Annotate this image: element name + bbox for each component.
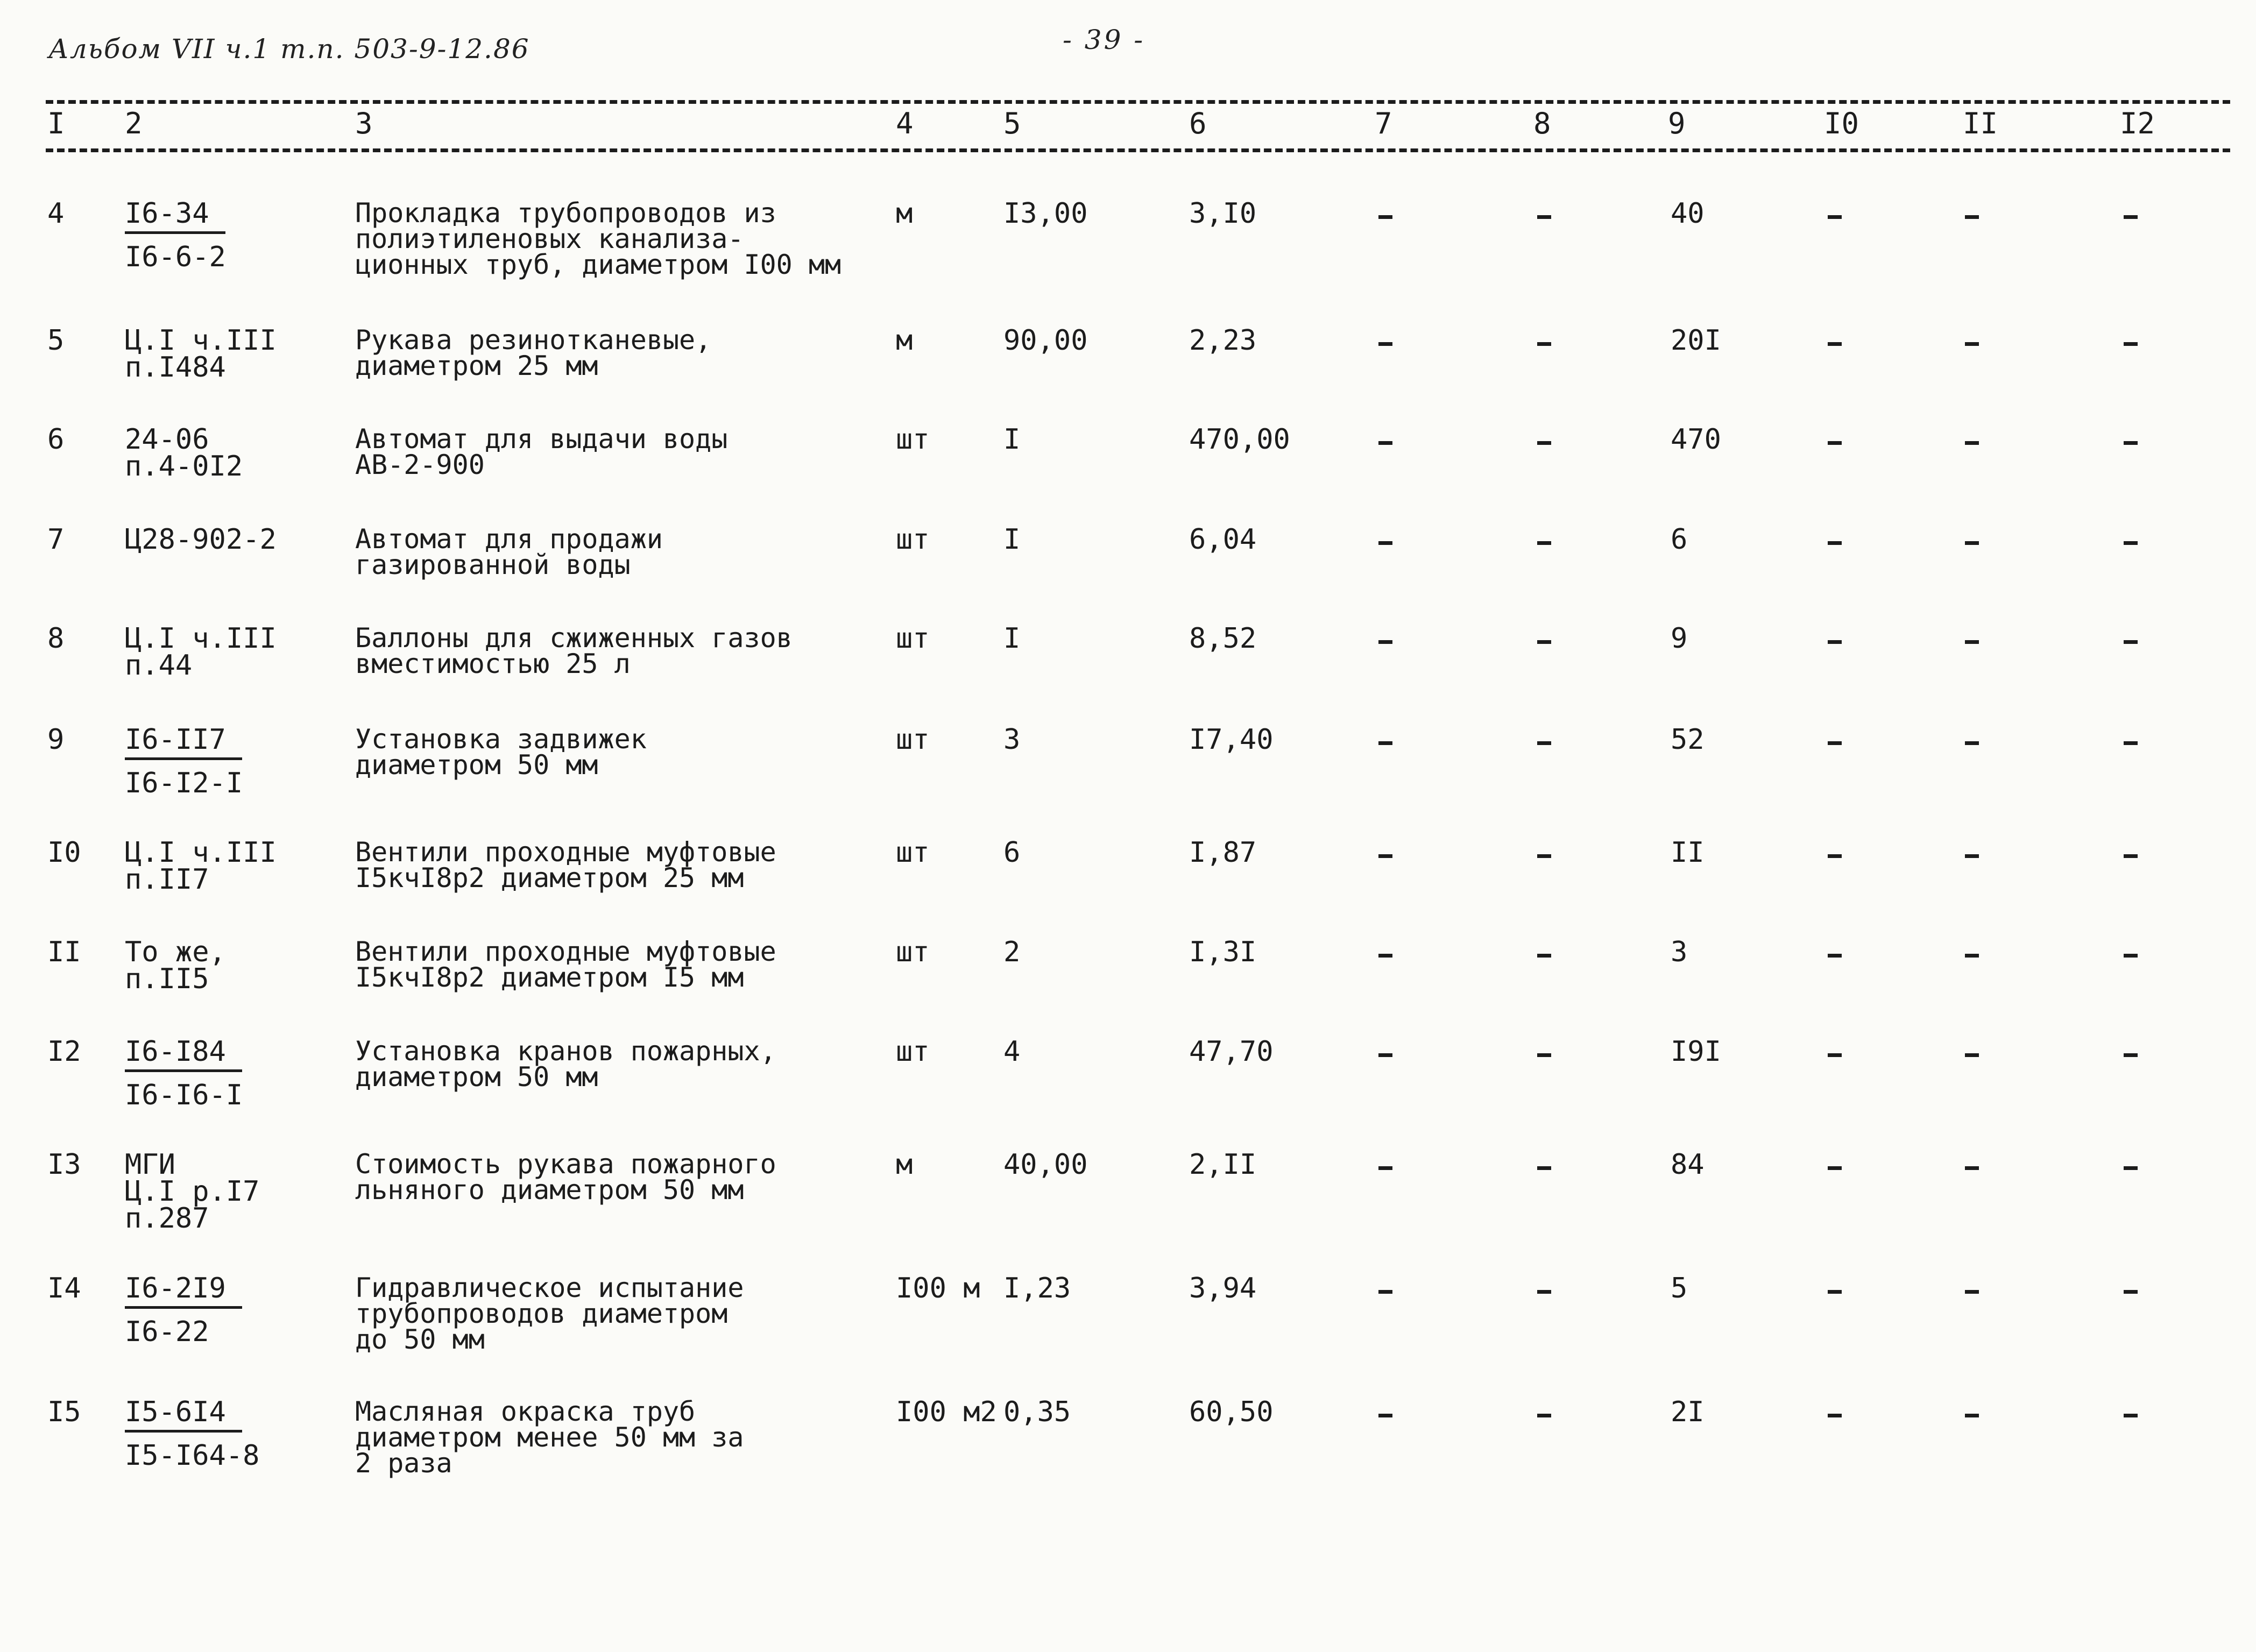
unit-cell: шт: [896, 622, 930, 655]
description-line: Установка кранов пожарных,: [355, 1036, 776, 1067]
norm-code-line: п.44: [125, 649, 193, 682]
norm-code-line: п.4-0I2: [125, 450, 243, 483]
unit-cell: шт: [896, 936, 930, 968]
description-line: Стоимость рукава пожарного: [355, 1148, 776, 1180]
description-line: Баллоны для сжиженных газов: [355, 622, 793, 654]
norm-code-line: Ц28-902-2: [125, 523, 277, 556]
empty-cell-dash: [1537, 854, 1551, 858]
unit-price-cell: 2,II: [1189, 1148, 1257, 1181]
norm-code: [125, 423, 243, 483]
row-number: 8: [47, 622, 65, 655]
quantity-cell: I: [1003, 523, 1021, 556]
norm-code-line: п.II5: [125, 963, 209, 995]
column-header-7: 7: [1375, 107, 1392, 140]
column-header-12: I2: [2120, 107, 2155, 140]
unit-cell: м: [896, 1148, 913, 1181]
row-number: I5: [47, 1396, 81, 1428]
quantity-cell: I,23: [1003, 1272, 1071, 1304]
row-number: I0: [47, 836, 81, 869]
empty-cell-dash: [1965, 1290, 1979, 1294]
quantity-cell: 4: [1003, 1036, 1021, 1068]
unit-price-cell: 3,I0: [1189, 197, 1257, 230]
column-header-8: 8: [1533, 107, 1551, 140]
norm-code: [125, 197, 226, 273]
empty-cell-dash: [1378, 441, 1392, 445]
work-description: [355, 423, 728, 480]
empty-cell-dash: [2124, 1053, 2138, 1057]
unit-cell: шт: [896, 724, 930, 756]
empty-cell-dash: [1965, 1166, 1979, 1170]
work-description: [355, 622, 793, 679]
description-line: Масляная окраска труб: [355, 1396, 696, 1427]
empty-cell-dash: [1965, 954, 1979, 958]
description-line: до 50 мм: [355, 1324, 485, 1355]
empty-cell-dash: [1537, 1290, 1551, 1294]
row-number: 6: [47, 423, 65, 456]
row-number: I2: [47, 1036, 81, 1068]
empty-cell-dash: [2124, 342, 2138, 346]
column-header-3: 3: [355, 107, 373, 140]
total-cost-cell: 20I: [1671, 324, 1721, 357]
column-header-1: I: [47, 107, 65, 140]
description-line: диаметром 50 мм: [355, 1061, 598, 1093]
description-line: Гидравлическое испытание: [355, 1272, 744, 1303]
album-header: Альбом VII ч.1 т.п. 503-9-12.86: [48, 33, 530, 65]
norm-code: [125, 936, 226, 995]
empty-cell-dash: [1828, 1053, 1842, 1057]
work-description: [355, 1272, 744, 1355]
empty-cell-dash: [1537, 1166, 1551, 1170]
table-header-rule: [46, 148, 2230, 152]
empty-cell-dash: [1965, 1053, 1979, 1057]
quantity-cell: 90,00: [1003, 324, 1088, 357]
empty-cell-dash: [2124, 215, 2138, 219]
norm-code: [125, 1148, 260, 1235]
empty-cell-dash: [1828, 541, 1842, 545]
description-line: АВ-2-900: [355, 449, 485, 480]
total-cost-cell: 52: [1671, 724, 1705, 756]
norm-code-line: Ц.I ч.III: [125, 836, 277, 869]
empty-cell-dash: [1378, 640, 1392, 644]
unit-cell: м: [896, 324, 913, 357]
empty-cell-dash: [1537, 441, 1551, 445]
empty-cell-dash: [1828, 1166, 1842, 1170]
column-header-10: I0: [1824, 107, 1859, 140]
total-cost-cell: 6: [1671, 523, 1688, 556]
norm-code-line: I6-2I9: [125, 1275, 242, 1309]
work-description: [355, 724, 647, 781]
unit-cell: шт: [896, 836, 930, 869]
description-line: трубопроводов диаметром: [355, 1298, 728, 1329]
empty-cell-dash: [1378, 342, 1392, 346]
unit-price-cell: I,3I: [1189, 936, 1257, 968]
table-top-rule: [46, 100, 2230, 104]
empty-cell-dash: [1828, 1414, 1842, 1417]
row-number: 9: [47, 724, 65, 756]
norm-code-line: То же,: [125, 936, 226, 968]
work-description: [355, 1148, 776, 1206]
unit-price-cell: 8,52: [1189, 622, 1257, 655]
empty-cell-dash: [1828, 342, 1842, 346]
norm-code-line: I6-34: [125, 200, 225, 234]
description-line: Вентили проходные муфтовые: [355, 836, 776, 868]
norm-code: [125, 836, 277, 896]
empty-cell-dash: [1537, 954, 1551, 958]
description-line: льняного диаметром 50 мм: [355, 1174, 744, 1206]
row-number: I3: [47, 1148, 81, 1181]
unit-cell: шт: [896, 1036, 930, 1068]
column-header-11: II: [1963, 107, 1998, 140]
empty-cell-dash: [1828, 854, 1842, 858]
unit-price-cell: 6,04: [1189, 523, 1257, 556]
unit-cell: шт: [896, 523, 930, 556]
empty-cell-dash: [1537, 215, 1551, 219]
empty-cell-dash: [1965, 215, 1979, 219]
empty-cell-dash: [1537, 1053, 1551, 1057]
quantity-cell: I: [1003, 423, 1021, 456]
norm-code-line: I6-II7: [125, 726, 242, 760]
empty-cell-dash: [1965, 441, 1979, 445]
norm-code: [125, 1038, 243, 1109]
description-line: диаметром менее 50 мм за: [355, 1422, 744, 1453]
empty-cell-dash: [1537, 741, 1551, 745]
unit-cell: I00 м2: [896, 1396, 997, 1428]
total-cost-cell: II: [1671, 836, 1705, 869]
norm-code: [125, 1272, 242, 1348]
description-line: Рукава резинотканевые,: [355, 324, 712, 356]
empty-cell-dash: [1965, 541, 1979, 545]
total-cost-cell: 470: [1671, 423, 1721, 456]
description-line: Прокладка трубопроводов из: [355, 197, 776, 229]
unit-price-cell: 470,00: [1189, 423, 1290, 456]
unit-cell: м: [896, 197, 913, 230]
norm-code-line: п.287: [125, 1202, 209, 1235]
total-cost-cell: 9: [1671, 622, 1688, 655]
empty-cell-dash: [1378, 741, 1392, 745]
empty-cell-dash: [2124, 441, 2138, 445]
norm-code: [125, 622, 277, 682]
norm-code-line: I6-I6-I: [125, 1079, 243, 1111]
total-cost-cell: 2I: [1671, 1396, 1705, 1428]
norm-code-line: МГИ: [125, 1148, 175, 1181]
empty-cell-dash: [1378, 215, 1392, 219]
work-description: [355, 936, 776, 993]
empty-cell-dash: [1965, 640, 1979, 644]
quantity-cell: 6: [1003, 836, 1021, 869]
column-header-9: 9: [1668, 107, 1686, 140]
work-description: [355, 523, 663, 580]
empty-cell-dash: [1537, 1414, 1551, 1417]
unit-price-cell: 47,70: [1189, 1036, 1274, 1068]
unit-cell: шт: [896, 423, 930, 456]
total-cost-cell: I9I: [1671, 1036, 1721, 1068]
quantity-cell: I: [1003, 622, 1021, 655]
description-line: I5кчI8р2 диаметром 25 мм: [355, 862, 744, 894]
empty-cell-dash: [1378, 1414, 1392, 1417]
quantity-cell: 40,00: [1003, 1148, 1088, 1181]
empty-cell-dash: [2124, 1166, 2138, 1170]
description-line: полиэтиленовых канализа-: [355, 223, 744, 254]
norm-code-line: I5-6I4: [125, 1399, 242, 1433]
work-description: [355, 324, 712, 381]
unit-cell: I00 м: [896, 1272, 980, 1304]
description-line: I5кчI8р2 диаметром I5 мм: [355, 962, 744, 993]
unit-price-cell: 3,94: [1189, 1272, 1257, 1304]
description-line: газированной воды: [355, 549, 631, 580]
work-description: [355, 1036, 776, 1093]
empty-cell-dash: [1965, 342, 1979, 346]
row-number: 5: [47, 324, 65, 357]
description-line: Автомат для выдачи воды: [355, 423, 728, 455]
description-line: 2 раза: [355, 1448, 452, 1479]
work-description: [355, 1396, 744, 1479]
empty-cell-dash: [2124, 741, 2138, 745]
empty-cell-dash: [1378, 854, 1392, 858]
empty-cell-dash: [1378, 541, 1392, 545]
description-line: Вентили проходные муфтовые: [355, 936, 776, 967]
unit-price-cell: I,87: [1189, 836, 1257, 869]
quantity-cell: I3,00: [1003, 197, 1088, 230]
column-header-4: 4: [896, 107, 914, 140]
row-number: I4: [47, 1272, 81, 1304]
description-line: вместимостью 25 л: [355, 648, 631, 679]
row-number: 7: [47, 523, 65, 556]
column-header-5: 5: [1003, 107, 1021, 140]
empty-cell-dash: [1537, 640, 1551, 644]
norm-code-line: I6-I2-I: [125, 767, 243, 799]
empty-cell-dash: [1965, 854, 1979, 858]
column-header-6: 6: [1189, 107, 1207, 140]
quantity-cell: 0,35: [1003, 1396, 1071, 1428]
empty-cell-dash: [1378, 1053, 1392, 1057]
norm-code-line: Ц.I р.I7: [125, 1175, 260, 1208]
empty-cell-dash: [2124, 640, 2138, 644]
description-line: диаметром 50 мм: [355, 749, 598, 781]
total-cost-cell: 3: [1671, 936, 1688, 968]
empty-cell-dash: [1828, 954, 1842, 958]
unit-price-cell: I7,40: [1189, 724, 1274, 756]
norm-code-line: I6-22: [125, 1316, 209, 1348]
norm-code-line: п.II7: [125, 863, 209, 896]
empty-cell-dash: [1828, 640, 1842, 644]
empty-cell-dash: [2124, 854, 2138, 858]
total-cost-cell: 40: [1671, 197, 1705, 230]
norm-code: [125, 324, 277, 384]
norm-code: [125, 726, 243, 797]
empty-cell-dash: [1378, 1166, 1392, 1170]
empty-cell-dash: [1537, 342, 1551, 346]
description-line: диаметром 25 мм: [355, 350, 598, 381]
empty-cell-dash: [1537, 541, 1551, 545]
unit-price-cell: 60,50: [1189, 1396, 1274, 1428]
total-cost-cell: 5: [1671, 1272, 1688, 1304]
empty-cell-dash: [2124, 954, 2138, 958]
work-description: [355, 197, 841, 280]
empty-cell-dash: [2124, 541, 2138, 545]
page-number: - 39 -: [1063, 24, 1145, 55]
empty-cell-dash: [2124, 1414, 2138, 1417]
norm-code-line: I6-I84: [125, 1038, 242, 1072]
norm-code: [125, 523, 277, 556]
norm-code-line: I6-6-2: [125, 241, 226, 273]
work-description: [355, 836, 776, 894]
total-cost-cell: 84: [1671, 1148, 1705, 1181]
description-line: ционных труб, диаметром I00 мм: [355, 249, 841, 280]
row-number: II: [47, 936, 81, 968]
norm-code-line: I5-I64-8: [125, 1440, 260, 1472]
quantity-cell: 2: [1003, 936, 1021, 968]
empty-cell-dash: [1965, 741, 1979, 745]
empty-cell-dash: [2124, 1290, 2138, 1294]
empty-cell-dash: [1828, 741, 1842, 745]
quantity-cell: 3: [1003, 724, 1021, 756]
empty-cell-dash: [1378, 954, 1392, 958]
empty-cell-dash: [1828, 215, 1842, 219]
column-header-2: 2: [125, 107, 143, 140]
empty-cell-dash: [1828, 441, 1842, 445]
norm-code-line: п.I484: [125, 351, 226, 384]
norm-code-line: 24-06: [125, 423, 209, 456]
empty-cell-dash: [1965, 1414, 1979, 1417]
description-line: Автомат для продажи: [355, 523, 663, 555]
norm-code: [125, 1396, 260, 1472]
row-number: 4: [47, 197, 65, 230]
description-line: Установка задвижек: [355, 724, 647, 755]
unit-price-cell: 2,23: [1189, 324, 1257, 357]
norm-code-line: Ц.I ч.III: [125, 324, 277, 357]
empty-cell-dash: [1828, 1290, 1842, 1294]
empty-cell-dash: [1378, 1290, 1392, 1294]
norm-code-line: Ц.I ч.III: [125, 622, 277, 655]
